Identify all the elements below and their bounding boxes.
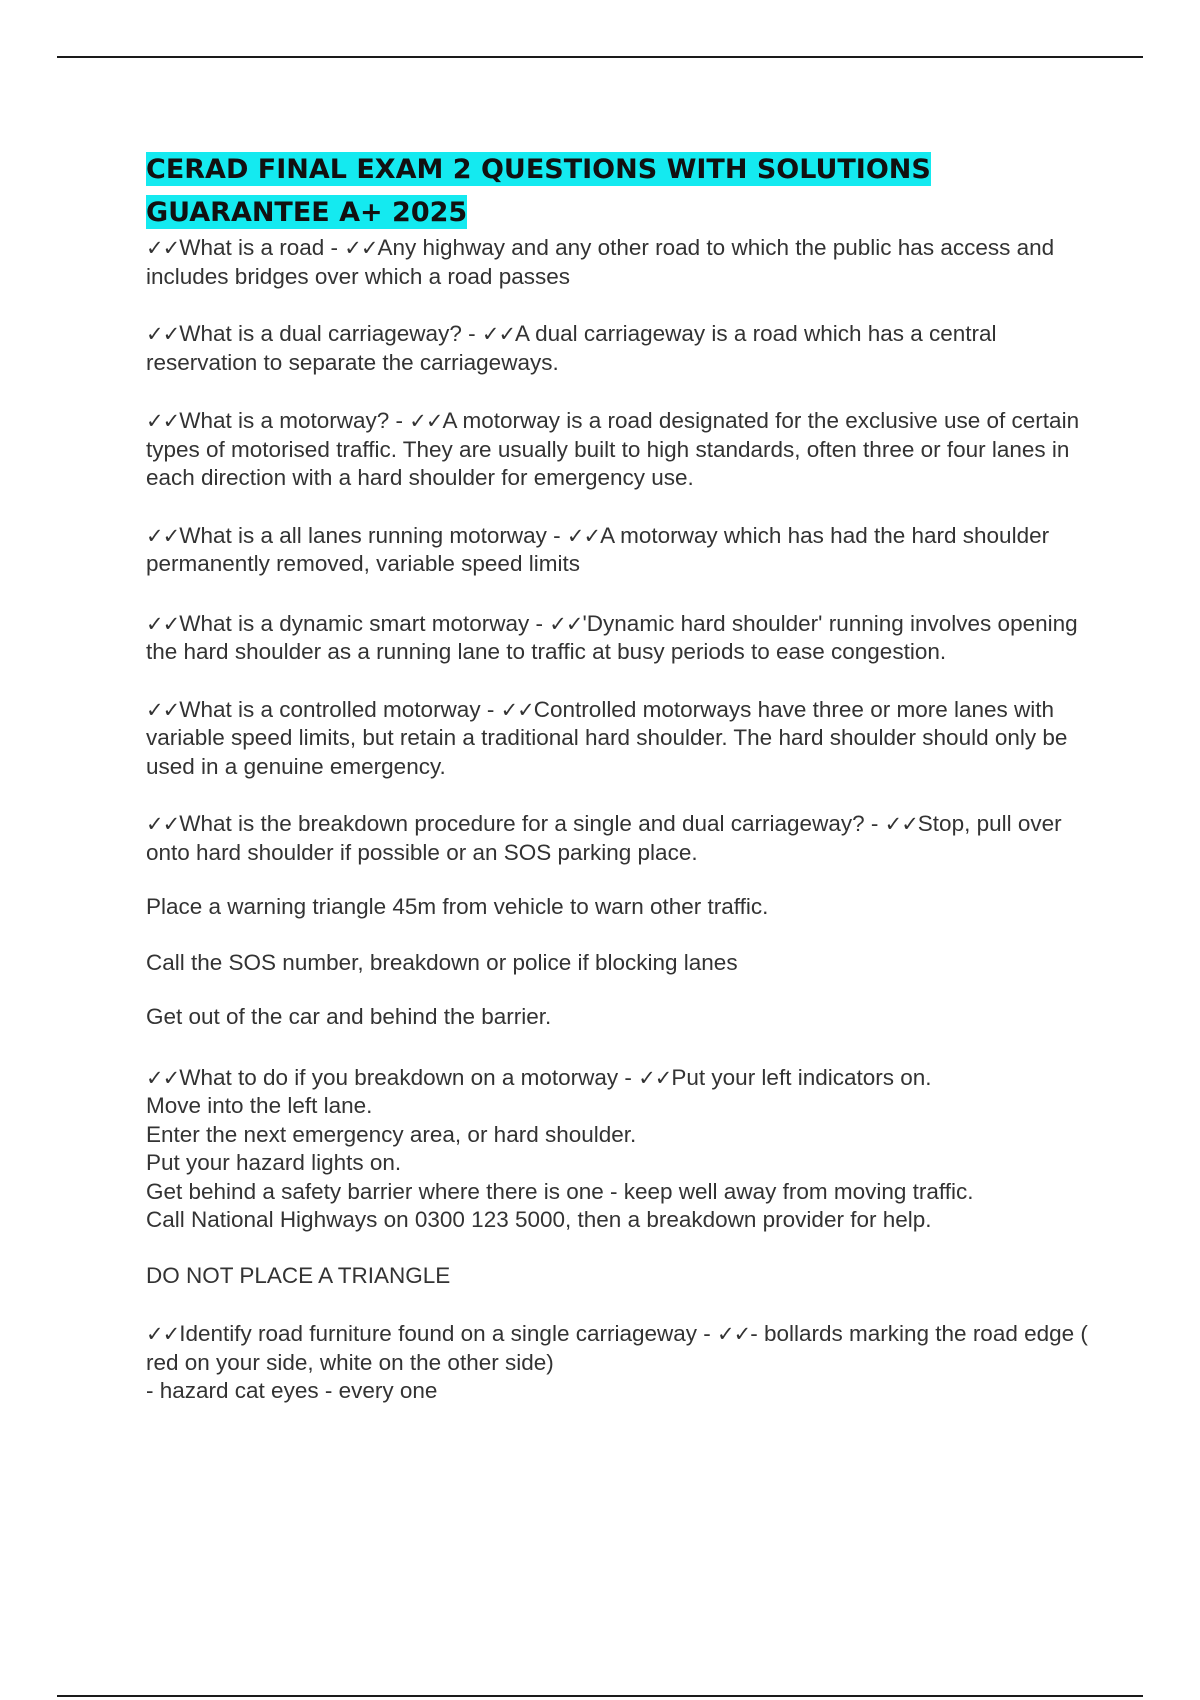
answer-text: Stop, pull over onto hard shoulder if possible or an SOS parking place. [146, 811, 1062, 865]
check-mark-icon: ✓✓ [409, 409, 443, 433]
breakdown-step-triangle: Place a warning triangle 45m from vehicle to warn other traffic. [146, 894, 769, 919]
answer-text: A dual carriageway is a road which has a central reservation to separate the carriageways. [146, 321, 997, 375]
qa-item-motorway [146, 407, 1106, 493]
answer-text: A motorway which has had the hard shoulder permanently removed, variable speed limits [146, 522, 1050, 576]
qa-item-road [146, 234, 1106, 291]
check-mark-icon: ✓✓ [481, 322, 516, 346]
answer-text: Controlled motorways have three or more lanes with variable speed limits, but retain a traditional hard shoulder. The hard shoulder should only be used in a genuine emergency. [146, 696, 1068, 779]
title-line-1: CERAD FINAL EXAM 2 QUESTIONS WITH SOLUTIONS [146, 154, 931, 185]
answer-text: 'Dynamic hard shoulder' running involves opening the hard shoulder as a running lane to traffic at busy periods to ease congestion. [146, 610, 1078, 664]
check-mark-icon: ✓✓ [146, 812, 180, 836]
qa-item-motorway-breakdown [146, 1064, 1106, 1235]
answer-text: Put your left indicators on. Move into the left lane. Enter the next emergency area, or hard shoulder. Put your hazard lights on. Get behind a safety barrier where there is one - keep well away from moving traffic. Call National Highways on 0300 123 5000, then a breakdown provider for help. [146, 1064, 974, 1232]
check-mark-icon: ✓✓ [146, 1322, 180, 1346]
document-body [146, 148, 1106, 1406]
check-mark-icon: ✓✓ [638, 1065, 672, 1090]
document-title [146, 148, 1106, 234]
check-mark-icon: ✓✓ [146, 611, 180, 636]
check-mark-icon: ✓✓ [146, 322, 180, 346]
check-mark-icon: ✓✓ [146, 697, 180, 722]
check-mark-icon: ✓✓ [500, 697, 534, 722]
question-text: What is a controlled motorway - [179, 696, 501, 722]
question-text: What is a road - [179, 235, 345, 260]
question-text: What is a dynamic smart motorway - [179, 610, 550, 636]
breakdown-step-barrier: Get out of the car and behind the barrier. [146, 1004, 552, 1029]
check-mark-icon: ✓✓ [146, 409, 180, 433]
check-mark-icon: ✓✓ [146, 236, 180, 260]
check-mark-icon: ✓✓ [884, 812, 918, 836]
answer-text: A motorway is a road designated for the exclusive use of certain types of motorised traffic. They are usually built to high standards, often three or four lanes in each direction with a hard shoulder for emergency use. [146, 408, 1080, 490]
check-mark-icon: ✓✓ [566, 523, 601, 548]
question-text: What is a motorway? - [179, 408, 410, 433]
question-text: What to do if you breakdown on a motorway - [179, 1064, 639, 1090]
check-mark-icon: ✓✓ [717, 1322, 751, 1346]
breakdown-step-call: Call the SOS number, breakdown or police if blocking lanes [146, 949, 738, 975]
header-rule [57, 56, 1143, 58]
answer-text: - bollards marking the road edge ( red on your side, white on the other side) - hazard cat eyes - every one [146, 1321, 1088, 1403]
qa-item-dual-carriageway [146, 320, 1106, 377]
footer-rule [57, 1695, 1143, 1697]
qa-item-all-lanes-running [146, 522, 1106, 579]
answer-text: Any highway and any other road to which the public has access and includes bridges over which a road passes [146, 235, 1055, 289]
question-text: What is the breakdown procedure for a single and dual carriageway? - [179, 811, 885, 836]
check-mark-icon: ✓✓ [549, 611, 583, 636]
check-mark-icon: ✓✓ [146, 1065, 180, 1090]
check-mark-icon: ✓✓ [344, 236, 378, 260]
question-text: Identify road furniture found on a single carriageway - [179, 1321, 718, 1346]
question-text: What is a dual carriageway? - [179, 321, 482, 346]
qa-item-breakdown-procedure [146, 810, 1106, 867]
title-line-2: GUARANTEE A+ 2025 [146, 197, 468, 228]
qa-item-road-furniture [146, 1320, 1106, 1406]
qa-item-controlled-motorway [146, 696, 1106, 782]
question-text: What is a all lanes running motorway - [179, 522, 567, 548]
qa-item-dynamic-smart-motorway [146, 610, 1106, 667]
check-mark-icon: ✓✓ [146, 523, 180, 548]
warning-note: DO NOT PLACE A TRIANGLE [146, 1262, 451, 1288]
